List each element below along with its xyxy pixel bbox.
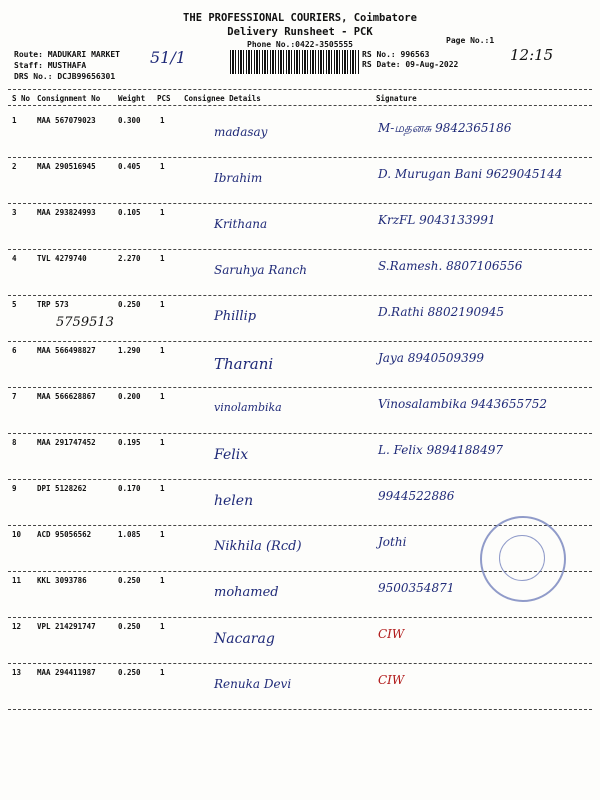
row-weight: 0.105 [118,208,141,217]
row-consignee-handwritten: Felix [214,447,249,463]
row-pcs: 1 [160,208,165,217]
row-weight: 2.270 [118,254,141,263]
rs-date: RS Date: 09-Aug-2022 [362,60,459,69]
row-sno: 3 [12,208,17,217]
row-consignee-handwritten: Saruhya Ranch [214,263,307,277]
row-sno: 12 [12,622,22,631]
row-pcs: 1 [160,438,165,447]
row-divider [8,203,592,204]
drs-number: DRS No.: DCJB99656301 [14,72,116,81]
row-consignment-no: MAA 566628867 [37,392,96,401]
divider [8,89,592,90]
row-pcs: 1 [160,530,165,539]
row-consignment-no: MAA 291747452 [37,438,96,447]
row-consignee-handwritten: Nacarag [214,631,275,647]
row-note-handwritten: 5759513 [56,315,114,330]
row-consignment-no: KKL 3093786 [37,576,87,585]
row-divider [8,249,592,250]
row-consignment-no: ACD 95056562 [37,530,92,539]
row-signature-handwritten: 9944522886 [378,489,455,503]
row-signature-handwritten: CIW [378,673,405,687]
col-pcs: PCS [157,94,171,103]
col-consignment: Consignment No [37,94,101,103]
row-signature-handwritten: D. Murugan Bani 9629045144 [378,167,563,181]
row-consignment-no: DPI 5128262 [37,484,87,493]
col-sno: S No [12,94,31,103]
row-sno: 11 [12,576,22,585]
row-sno: 6 [12,346,17,355]
row-consignment-no: TVL 4279740 [37,254,87,263]
row-pcs: 1 [160,346,165,355]
row-consignment-no: MAA 294411987 [37,668,96,677]
row-signature-handwritten: S.Ramesh. 8807106556 [378,259,523,273]
row-signature-handwritten: Jaya 8940509399 [378,351,485,365]
row-signature-handwritten: 9500354871 [378,581,455,595]
row-pcs: 1 [160,576,165,585]
row-signature-handwritten: L. Felix 9894188497 [378,443,503,457]
row-pcs: 1 [160,668,165,677]
divider [8,105,592,106]
row-consignee-handwritten: Ibrahim [214,171,263,185]
row-pcs: 1 [160,300,165,309]
row-sno: 8 [12,438,17,447]
row-weight: 0.250 [118,300,141,309]
row-consignment-no: MAA 290516945 [37,162,96,171]
rs-number: RS No.: 996563 [362,50,430,59]
row-pcs: 1 [160,484,165,493]
row-pcs: 1 [160,116,165,125]
row-divider [8,617,592,618]
row-weight: 0.250 [118,622,141,631]
row-sno: 9 [12,484,17,493]
row-pcs: 1 [160,392,165,401]
row-consignee-handwritten: mohamed [214,585,279,600]
row-weight: 0.200 [118,392,141,401]
row-consignee-handwritten: Renuka Devi [214,677,292,691]
row-signature-handwritten: CIW [378,627,405,641]
row-weight: 0.300 [118,116,141,125]
row-signature-handwritten: M-மதனசு 9842365186 [378,121,512,135]
row-consignment-no: TRP 573 [37,300,69,309]
row-divider [8,479,592,480]
col-weight: Weight [118,94,146,103]
row-consignment-no: MAA 293824993 [37,208,96,217]
handwritten-count: 51/1 [150,48,186,67]
staff: Staff: MUSTHAFA [14,61,87,70]
company-title: THE PROFESSIONAL COURIERS, Coimbatore [183,12,417,24]
row-divider [8,387,592,388]
phone-number: Phone No.:0422-3505555 [247,40,353,49]
row-weight: 1.085 [118,530,141,539]
col-consignee: Consignee Details [184,94,261,103]
row-consignment-no: MAA 567079023 [37,116,96,125]
row-signature-handwritten: KrzFL 9043133991 [378,213,496,227]
row-consignment-no: VPL 214291747 [37,622,96,631]
row-sno: 4 [12,254,17,263]
row-signature-handwritten: Vinosalambika 9443655752 [378,397,548,411]
row-consignment-no: MAA 566498827 [37,346,96,355]
route: Route: MADUKARI MARKET [14,50,120,59]
row-consignee-handwritten: Nikhila (Rcd) [214,539,302,554]
row-pcs: 1 [160,622,165,631]
row-sno: 5 [12,300,17,309]
row-weight: 0.250 [118,576,141,585]
row-sno: 1 [12,116,17,125]
row-divider [8,295,592,296]
row-divider [8,709,592,710]
runsheet-subtitle: Delivery Runsheet - PCK [227,26,373,38]
row-sno: 7 [12,392,17,401]
row-divider [8,663,592,664]
row-divider [8,341,592,342]
row-consignee-handwritten: Tharani [214,355,274,373]
row-weight: 0.195 [118,438,141,447]
handwritten-time: 12:15 [510,46,554,64]
row-consignee-handwritten: Krithana [214,217,268,231]
delivery-stamp-inner [499,535,545,581]
row-weight: 0.170 [118,484,141,493]
row-sno: 2 [12,162,17,171]
row-sno: 10 [12,530,22,539]
row-signature-handwritten: Jothi [378,535,407,549]
row-divider [8,157,592,158]
col-signature: Signature [376,94,417,103]
row-divider [8,433,592,434]
row-pcs: 1 [160,162,165,171]
row-consignee-handwritten: Phillip [214,309,257,324]
row-consignee-handwritten: vinolambika [214,401,282,414]
row-consignee-handwritten: madasay [214,125,268,139]
row-weight: 1.290 [118,346,141,355]
row-weight: 0.250 [118,668,141,677]
row-weight: 0.405 [118,162,141,171]
row-consignee-handwritten: helen [214,493,254,509]
page-number: Page No.:1 [446,36,495,45]
row-sno: 13 [12,668,22,677]
row-signature-handwritten: D.Rathi 8802190945 [378,305,505,319]
row-pcs: 1 [160,254,165,263]
barcode [230,50,360,74]
